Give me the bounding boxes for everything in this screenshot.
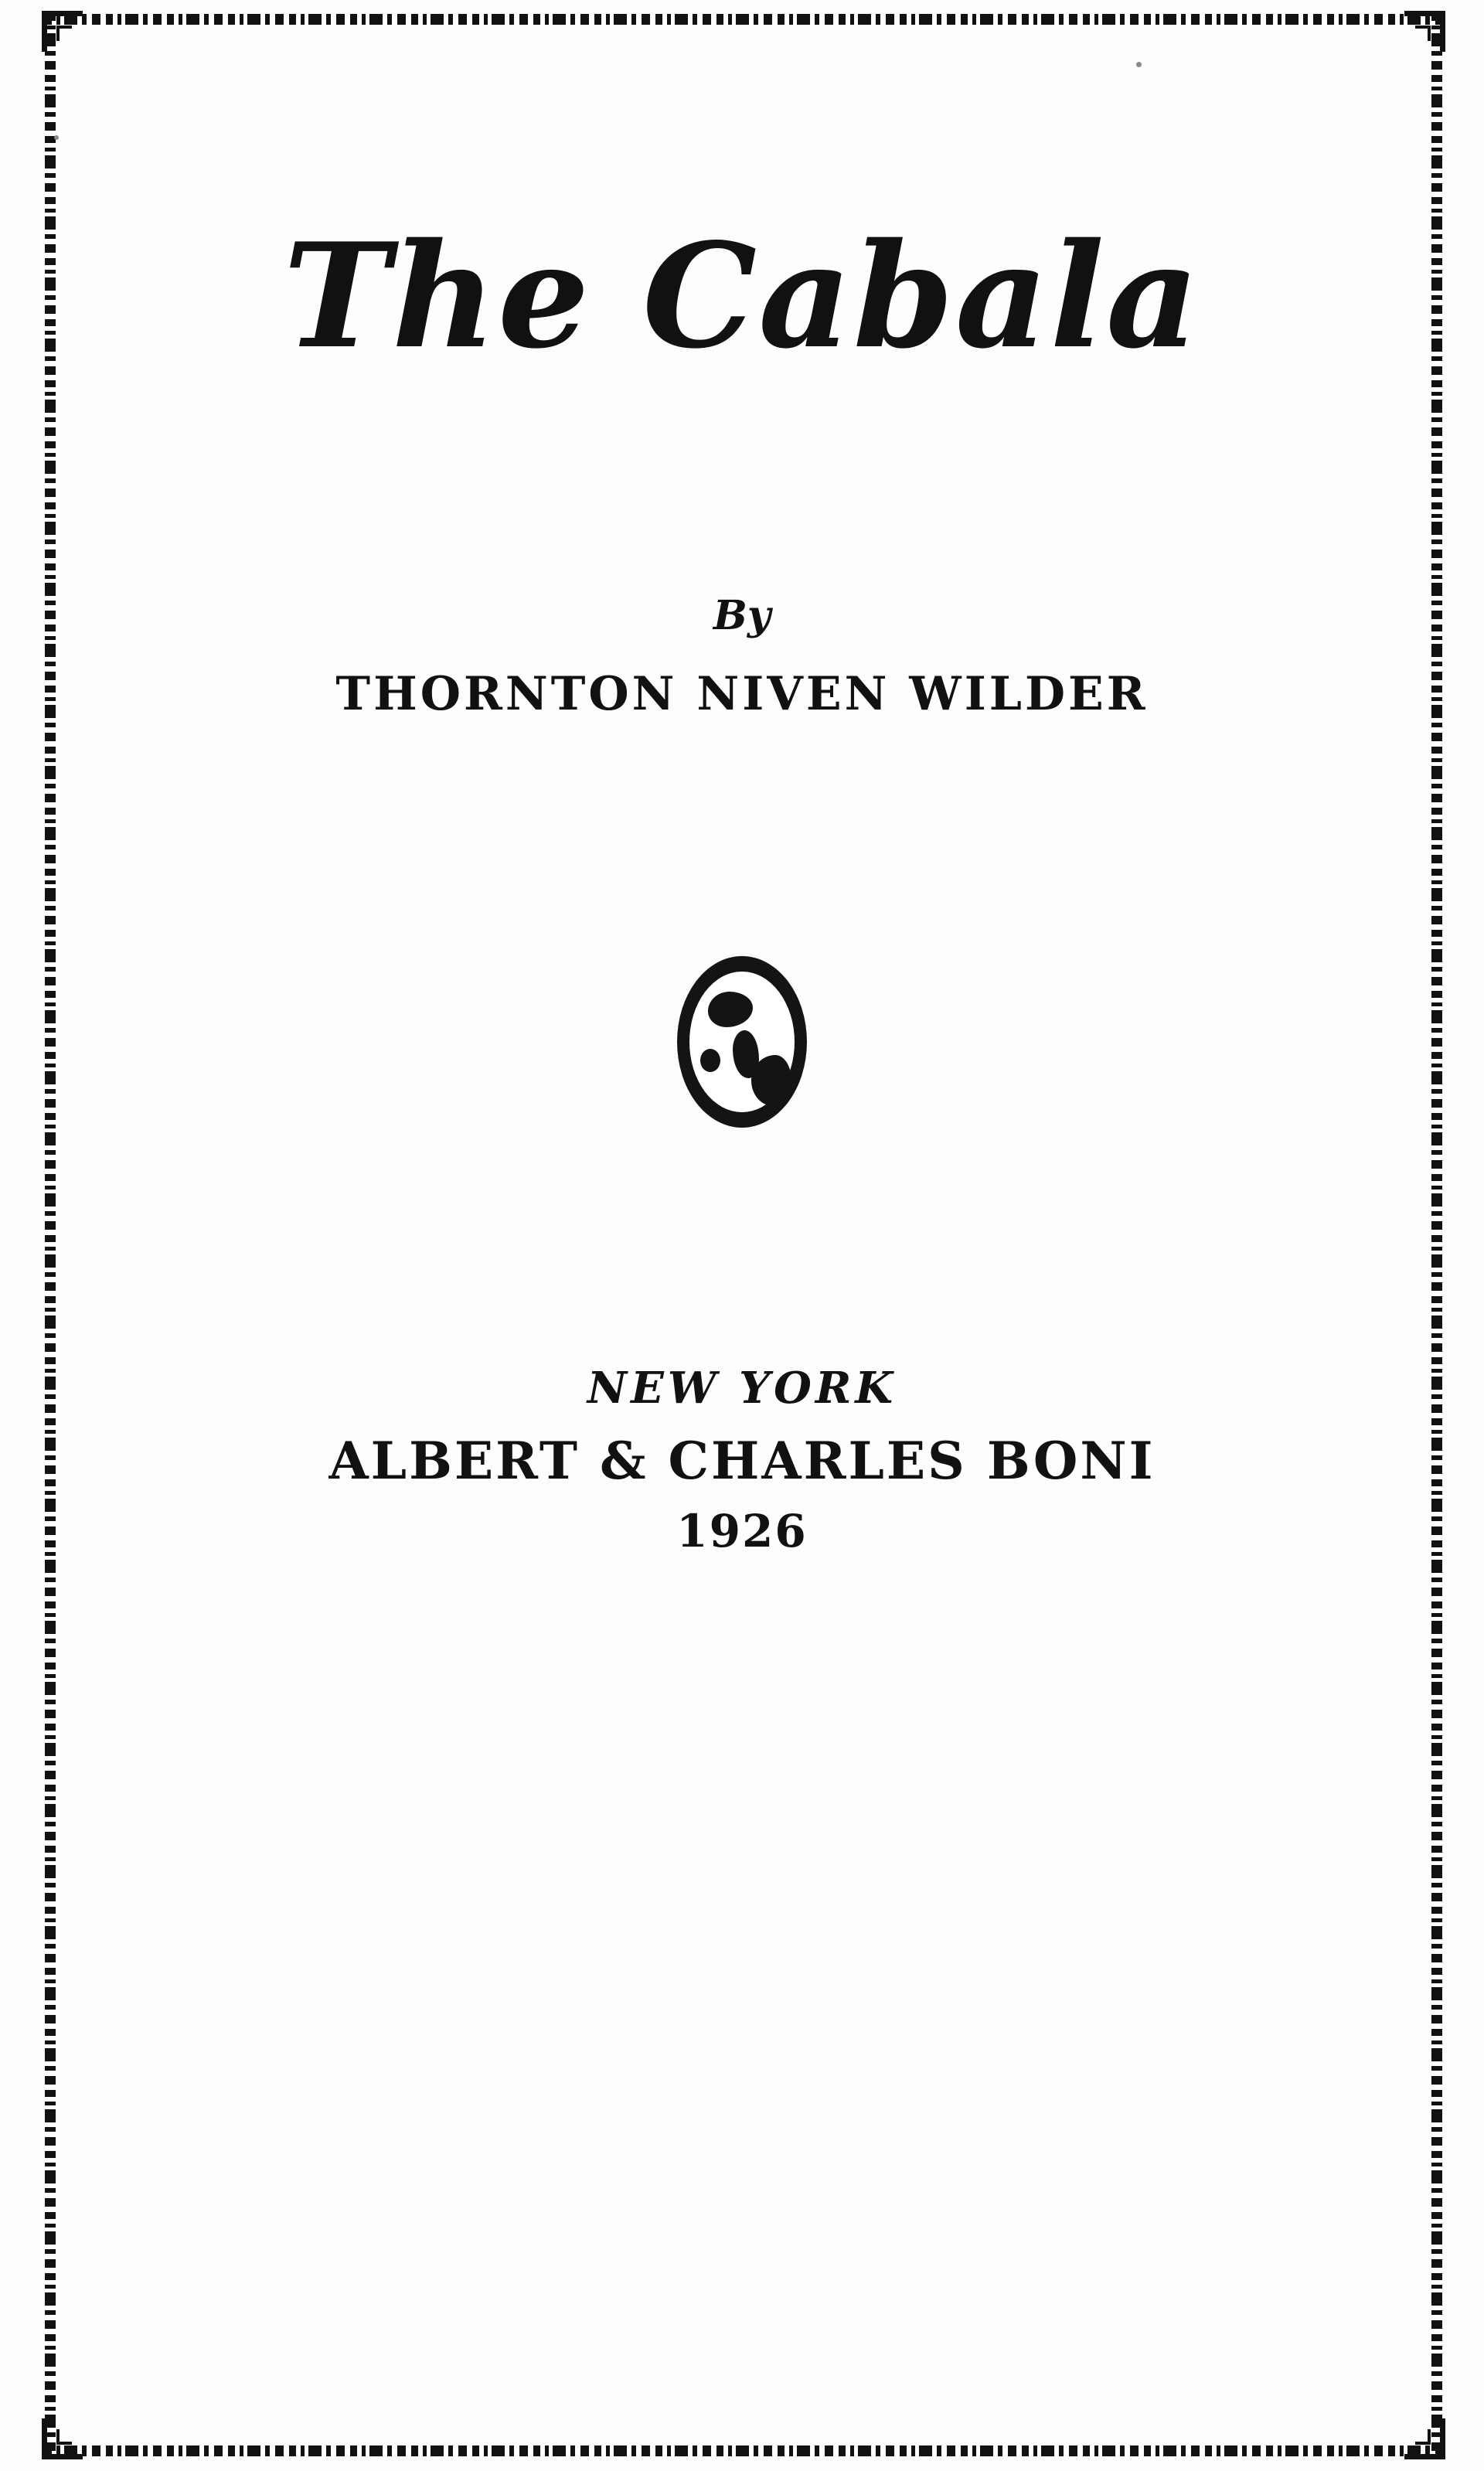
byline-label: By <box>713 592 771 639</box>
author-name: THORNTON NIVEN WILDER <box>335 667 1149 721</box>
paper-speck <box>1136 62 1142 67</box>
border-rule-top <box>45 14 1442 25</box>
book-title: The Cabala <box>283 211 1201 380</box>
corner-ornament-top-right-icon <box>1404 11 1445 52</box>
imprint-year: 1926 <box>676 1505 808 1557</box>
publisher-device-icon <box>677 956 807 1128</box>
paper-speck <box>54 135 59 140</box>
imprint-publisher: ALBERT & CHARLES BONI <box>328 1431 1156 1491</box>
corner-ornament-bottom-right-icon <box>1404 2418 1445 2459</box>
border-rule-bottom <box>45 2445 1442 2456</box>
border-rule-right <box>1431 14 1442 2456</box>
emblem-mark-4 <box>700 1049 720 1072</box>
emblem-mark-3 <box>751 1055 791 1106</box>
imprint-block <box>85 1363 1399 1557</box>
border-rule-left <box>45 14 56 2456</box>
page-content <box>85 46 1399 2411</box>
corner-ornament-bottom-left-icon <box>42 2418 83 2459</box>
corner-ornament-top-left-icon <box>42 11 83 52</box>
publisher-emblem <box>85 953 1399 1131</box>
imprint-city: NEW YORK <box>587 1363 897 1414</box>
